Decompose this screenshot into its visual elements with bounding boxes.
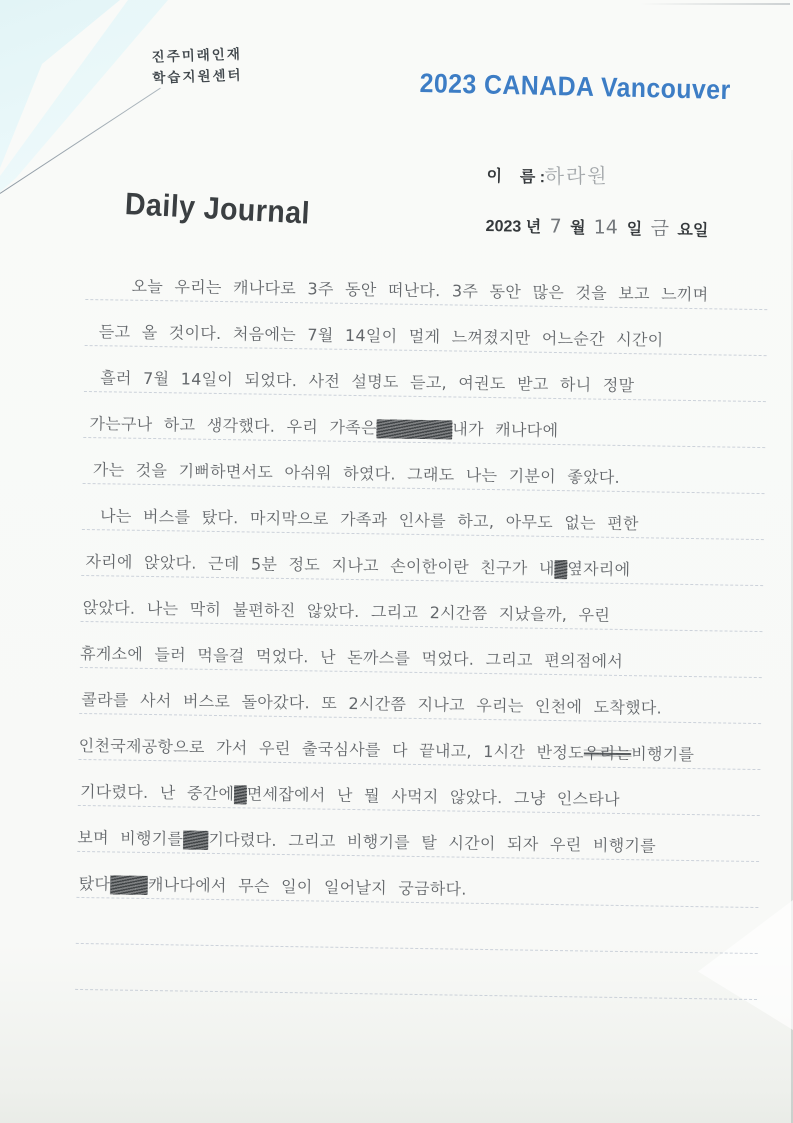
journal-text: 보며 비행기를	[77, 827, 184, 849]
journal-text: 듣고 올 것이다. 처음에는 7월 14일이 멀게 느껴졌지만 어느순간 시간이	[98, 322, 664, 350]
journal-title: Daily Journal	[124, 186, 311, 231]
date-month-handwritten: 7	[549, 215, 562, 238]
journal-text-struck: 우리는	[584, 740, 632, 764]
scan-smudge	[640, 3, 790, 5]
date-year: 2023	[485, 217, 522, 236]
scan-corner-artifact	[0, 0, 200, 200]
org-logo-line1: 진주미래인재	[151, 46, 243, 65]
journal-text: 인천국제공항으로 가서 우린 출국심사를 다 끝내고, 1시간 반정도	[78, 735, 585, 763]
journal-text: 탔다	[78, 873, 111, 894]
date-weekday-handwritten: 금	[650, 217, 670, 240]
date-month-suffix: 월	[569, 219, 586, 238]
journal-text: 자리에 앉았다. 근데 5분 정도 지나고 손이한이란 친구가 내	[85, 552, 555, 578]
org-logo	[151, 44, 243, 89]
name-row	[486, 158, 609, 190]
journal-text-scribble: █	[554, 559, 568, 580]
journal-text: 가는 것을 기뻐하면서도 아쉬워 하였다. 그래도 나는 기분이 좋았다.	[92, 460, 621, 487]
journal-text: 흘러 7월 14일이 되었다. 사전 설명도 듣고, 여권도 받고 하니 정말	[100, 368, 635, 396]
journal-text: 캐나다에서 무슨 일이 일어날지 궁금하다.	[147, 874, 467, 899]
journal-body	[75, 254, 768, 1000]
journal-text-scribble: ██████	[376, 419, 453, 440]
date-day-handwritten: 14	[594, 216, 619, 239]
journal-text: 기다렸다. 그리고 비행기를 탈 시간이 되자 우린 비행기를	[208, 829, 657, 856]
journal-text: 면세잡에서 난 뭘 사먹지 않았다. 그냥 인스타나	[246, 784, 621, 809]
journal-line	[75, 944, 758, 1000]
program-title: 2023 CANADA Vancouver	[419, 68, 732, 106]
journal-text: 콜라를 사서 버스로 돌아갔다. 또 2시간쯤 지나고 우리는 인천에 도착했다.	[81, 689, 663, 718]
name-label: 이 름 :	[486, 167, 546, 187]
journal-text-scribble: █	[234, 785, 247, 805]
journal-text: 내가 캐나다에	[452, 419, 559, 441]
journal-text-scribble: ███	[110, 875, 149, 895]
journal-text: 휴게소에 들러 먹을걸 먹었다. 난 돈까스를 먹었다. 그리고 편의점에서	[79, 643, 624, 672]
journal-text: 오늘 우리는 캐나다로 3주 동안 떠난다. 3주 동안 많은 것을 보고 느끼며	[131, 276, 709, 305]
journal-text: 가는구나 하고 생각했다. 우리 가족은	[89, 414, 377, 438]
journal-text-scribble: ██	[183, 830, 209, 850]
name-value-handwritten: 하라원	[545, 163, 610, 189]
journal-text: 옆자리에	[567, 559, 631, 580]
journal-text: 기다렸다. 난 중간에	[79, 781, 235, 804]
date-year-suffix: 년	[525, 218, 542, 237]
journal-text: 나는 버스를 탔다. 마지막으로 가족과 인사를 하고, 아무도 없는 편한	[99, 506, 639, 534]
journal-text: 비행기를	[631, 744, 695, 765]
journal-text: 앉았다. 나는 막히 불편하진 않았다. 그리고 2시간쯤 지났을까, 우린	[82, 597, 611, 625]
org-logo-line2: 학습지원센터	[152, 67, 243, 86]
date-weekday-suffix: 요일	[677, 222, 709, 240]
date-row	[485, 210, 708, 242]
date-day-suffix: 일	[626, 220, 643, 239]
